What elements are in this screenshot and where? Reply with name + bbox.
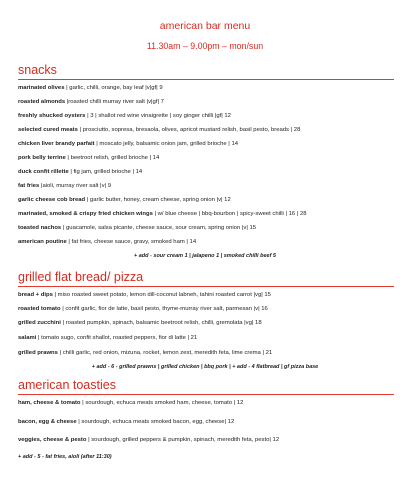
item-name: garlic cheese cob bread	[18, 197, 86, 203]
menu-item	[18, 419, 398, 426]
menu-item	[18, 292, 398, 299]
item-name: freshly shucked oysters	[18, 113, 86, 119]
item-description: | prosciutto, sopresa, bresaola, olives, apricot mustard relish, basil pesto, breads | 28	[77, 127, 301, 133]
item-name: duck confit rillette	[18, 169, 69, 175]
item-description: | w/ blue cheese | bbq-bourbon | spicy-sweet chilli | 16 | 28	[152, 211, 307, 217]
item-description: | 3 | shallot red wine vinaigrette | soy ginger chilli |gf| 12	[85, 113, 231, 119]
menu-title: american bar menu	[159, 20, 251, 32]
menu-item	[18, 437, 398, 444]
item-description: | confit garlic, fior de latte, basil pesto, thyme-murray river salt, parmesan |v| 16	[60, 306, 268, 312]
menu-item	[18, 141, 398, 148]
item-name: grilled zucchini	[18, 320, 61, 326]
item-description: | sourdough, grilled peppers & pumpkin, spinach, meredith feta, pesto| 12	[86, 437, 280, 443]
menu-item	[18, 183, 398, 190]
item-description: |roasted chilli murray river salt |v|gf| 7	[65, 99, 164, 105]
item-name: fat fries	[18, 183, 40, 189]
menu-item	[18, 85, 398, 92]
menu-item	[18, 127, 398, 134]
menu-item	[18, 335, 398, 342]
item-description: | fig jam, grilled brioche | 14	[68, 169, 143, 175]
item-description: | guacamole, salsa picante, cheese sauce, sour cream, spring onion |v| 15	[61, 225, 257, 231]
menu-item	[18, 113, 398, 120]
opening-hours: 11.30am – 9.00pm – mon/sun	[146, 41, 264, 51]
item-name: pork belly terrine	[18, 155, 66, 161]
menu-item	[18, 225, 398, 232]
item-name: roasted tomato	[18, 306, 61, 312]
menu-item	[18, 155, 398, 162]
section-heading-toasties: american toasties	[18, 378, 394, 395]
menu-item	[18, 306, 398, 313]
item-name: marinated, smoked & crispy fried chicken wings	[18, 211, 153, 217]
item-name: bread + dips	[18, 292, 53, 298]
item-description: | garlic butter, honey, cream cheese, spring onion |v| 12	[85, 197, 231, 203]
menu-item	[18, 99, 398, 106]
item-description: | roasted pumpkin, spinach, balsamic beetroot relish, chilli, gremolata |vg| 18	[60, 320, 262, 326]
item-description: | beetroot relish, grilled brioche | 14	[65, 155, 160, 161]
menu-item	[18, 320, 398, 327]
menu-item	[18, 350, 398, 357]
item-name: marinated olives	[18, 85, 65, 91]
section-heading-pizza: grilled flat bread/ pizza	[18, 270, 394, 287]
item-description: | chilli garlic, red onion, mizuna, rocket, lemon zest, meredith feta, lime crema | 21	[57, 350, 273, 356]
addon-note: + add - 6 - grilled prawns | grilled chicken | bbq pork | + add - 4 flatbread | gf pizza base	[91, 364, 319, 370]
item-description: | fat fries, cheese sauce, gravy, smoked ham | 14	[66, 239, 197, 245]
item-description: | miso roasted sweet potato, lemon dill-coconut labneh, tahini roasted carrot |vg| 15	[52, 292, 271, 298]
addon-note: + add - sour cream 1 | jalapeno 1 | smoked chilli beef 5	[133, 253, 276, 259]
item-name: roasted almonds	[18, 99, 66, 105]
item-description: |aioli, murray river salt |v| 9	[39, 183, 111, 189]
addon-note: + add - 5 - fat fries, aioli (after 11:30)	[18, 454, 112, 460]
item-description: | sourdough, echuca meats smoked ham, cheese, tomato | 12	[80, 400, 244, 406]
item-description: | tomato sugo, confit shallot, roasted peppers, fior di latte | 21	[36, 335, 198, 341]
item-name: grilled prawns	[18, 350, 58, 356]
menu-item	[18, 197, 398, 204]
item-name: american poutine	[18, 239, 67, 245]
item-description: | garlic, chilli, orange, bay leaf |v|gf| 9	[64, 85, 163, 91]
item-description: | sourdough, echuca meats smoked bacon, egg, cheese| 12	[76, 419, 235, 425]
item-name: salami	[18, 335, 37, 341]
menu-item	[18, 211, 398, 218]
menu-item	[18, 239, 398, 246]
section-heading-snacks: snacks	[18, 63, 394, 80]
item-description: | moscato jelly, balsamic onion jam, grilled brioche | 14	[94, 141, 239, 147]
item-name: chicken liver brandy parfait	[18, 141, 95, 147]
menu-item	[18, 400, 398, 407]
item-name: ham, cheese & tomato	[18, 400, 81, 406]
item-name: bacon, egg & cheese	[18, 419, 77, 425]
item-name: selected cured meats	[18, 127, 78, 133]
menu-item	[18, 169, 398, 176]
item-name: veggies, cheese & pesto	[18, 437, 87, 443]
item-name: toasted nachos	[18, 225, 62, 231]
